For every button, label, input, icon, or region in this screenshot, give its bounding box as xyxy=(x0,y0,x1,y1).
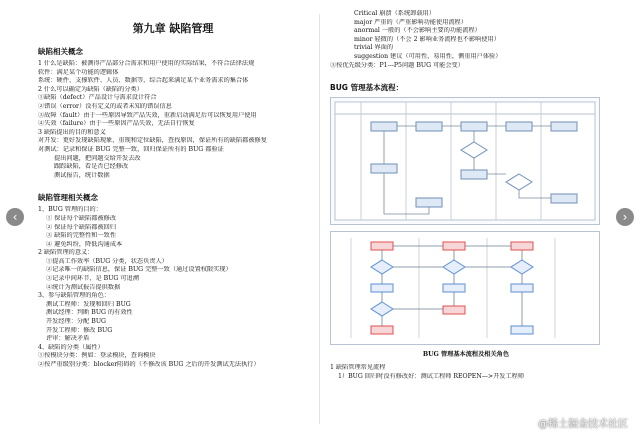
next-page-button[interactable]: › xyxy=(616,208,634,226)
text-line: 对开发：更好发现缺陷现象，重现和定位缺陷，查找原因，保证所有的缺陷都被修复 xyxy=(38,137,267,145)
section-heading-defect-concepts: 缺陷相关概念 xyxy=(38,47,83,56)
text-line: major 严重的（严重影响功能使用流程） xyxy=(354,18,467,26)
text-line: ③故障（fault）由于一些原因导致产品失效，重新启动满足后可以恢复用户使用 xyxy=(38,111,257,119)
figure-caption: BUG 管理基本流程及相关角色 xyxy=(422,351,510,359)
bug-flowchart xyxy=(330,231,600,345)
text-line: ②记录唯一的缺陷信息，保证 BUG 完整一致（通过设置权限实现） xyxy=(46,266,232,274)
text-line: ②错误（error）没有定义的或者未知的错误信息 xyxy=(38,102,172,110)
text-line: ②按严重级别分类：blocker阻碍的（不修改该 BUG 之后的开发测试无法执行） xyxy=(38,361,260,368)
left-page xyxy=(38,10,308,426)
text-line: ③记录中间环节，是 BUG 可追溯 xyxy=(46,275,139,283)
text-line: ④失效（failure）由于一些原因产品失效，无法自行恢复 xyxy=(38,120,195,128)
previous-page-button[interactable]: ‹ xyxy=(6,208,24,226)
bug-swimlane-diagram xyxy=(330,97,600,225)
text-line: ① 保证每个缺陷都被修改 xyxy=(46,214,117,222)
text-line: ④统计为测试报告提供数据 xyxy=(46,283,121,291)
text-line: anormal 一般的（不会影响主要的功能流程） xyxy=(354,27,481,35)
text-line: trivial 界面的 xyxy=(354,44,394,52)
text-line: 测试经理：判断 BUG 的有效性 xyxy=(46,309,133,317)
swimlane-diagram-svg xyxy=(331,98,599,224)
text-line: ③按优先级分类：P1---P5问题 BUG 可能会变） xyxy=(330,61,464,69)
defect-concepts-body xyxy=(38,60,308,180)
text-line: 评审：解决矛盾 xyxy=(46,335,90,343)
text-line: 测试报告，统计数据 xyxy=(54,171,110,179)
text-line: 系统：硬件、支撑软件、人员、数据等，综合起来满足某个业务需求的集合体 xyxy=(38,77,249,85)
text-line: 测试工程师：发现和回归 BUG xyxy=(46,300,131,308)
text-line: minor 轻微的（不会 2 影响业务流程也不影响使用） xyxy=(354,35,500,43)
text-line: 开发经理：分配 BUG xyxy=(46,318,106,326)
text-line: ①提高工作效率（BUG 分类，状态负责人） xyxy=(46,257,168,265)
text-line: 跟踪缺陷，看是否已经修改 xyxy=(54,163,129,171)
flowchart-svg xyxy=(331,232,599,344)
text-line: 3、参与缺陷管理的角色： xyxy=(38,292,110,300)
text-line: 2 缺陷管理的意义： xyxy=(38,249,94,257)
text-line: ④ 避免纠纷，降低沟通成本 xyxy=(46,240,123,248)
chapter-title: 第九章 缺陷管理 xyxy=(132,22,214,35)
section-heading-bug-flow: BUG 管理基本流程： xyxy=(330,83,404,93)
section-heading-defect-management: 缺陷管理相关概念 xyxy=(38,193,98,203)
text-line: 1 什么是缺陷：被测得产品部分合需求和用户使用的实际结果，不符合法律法规 xyxy=(38,60,255,67)
text-line: ①按模块分类：例如：登录模块，查询模块 xyxy=(38,352,156,360)
text-line: 4、缺陷的分类（属性） xyxy=(38,343,104,351)
page-divider xyxy=(319,14,320,424)
text-line: 对测试：记录和保证 BUG 完整一致，回归保证所有的 BUG 都验证 xyxy=(38,145,224,153)
text-line: 软件：满足某个功能的逻辑体 xyxy=(38,68,119,76)
text-line: 1 缺陷管理常见流程 xyxy=(330,364,386,372)
text-line: 1、BUG 管理的目的： xyxy=(38,206,102,214)
site-watermark: @稀土掘金技术社区 xyxy=(538,419,628,430)
severity-list xyxy=(330,10,602,70)
text-line: 提出问题，把问题交给开发去改 xyxy=(54,154,141,162)
text-line: 开发工程师：修改 BUG xyxy=(46,326,113,334)
defect-management-body xyxy=(38,206,308,369)
text-line: ② 保证每个缺陷都被回归 xyxy=(46,223,117,231)
text-line: 2 什么可以确定为缺陷（缺陷的分类） xyxy=(38,85,143,93)
text-line: suggestion 建议（可用性，易用性，侧重用户体验） xyxy=(354,52,502,60)
text-line: 3 缺陷提出的目的和意义 xyxy=(38,128,106,136)
common-flow-text xyxy=(330,364,602,381)
text-line: Critical 崩溃（系统卸载用） xyxy=(354,10,435,17)
right-page xyxy=(330,10,602,426)
text-line: 1）BUG 回归时没有修改好：测试工程师 REOPEN—>开发工程师 xyxy=(338,372,525,380)
text-line: ①缺陷（defect）产品设计与需求设计符合 xyxy=(38,94,157,102)
text-line: ③ 缺陷的完整性和一致性 xyxy=(46,232,117,240)
